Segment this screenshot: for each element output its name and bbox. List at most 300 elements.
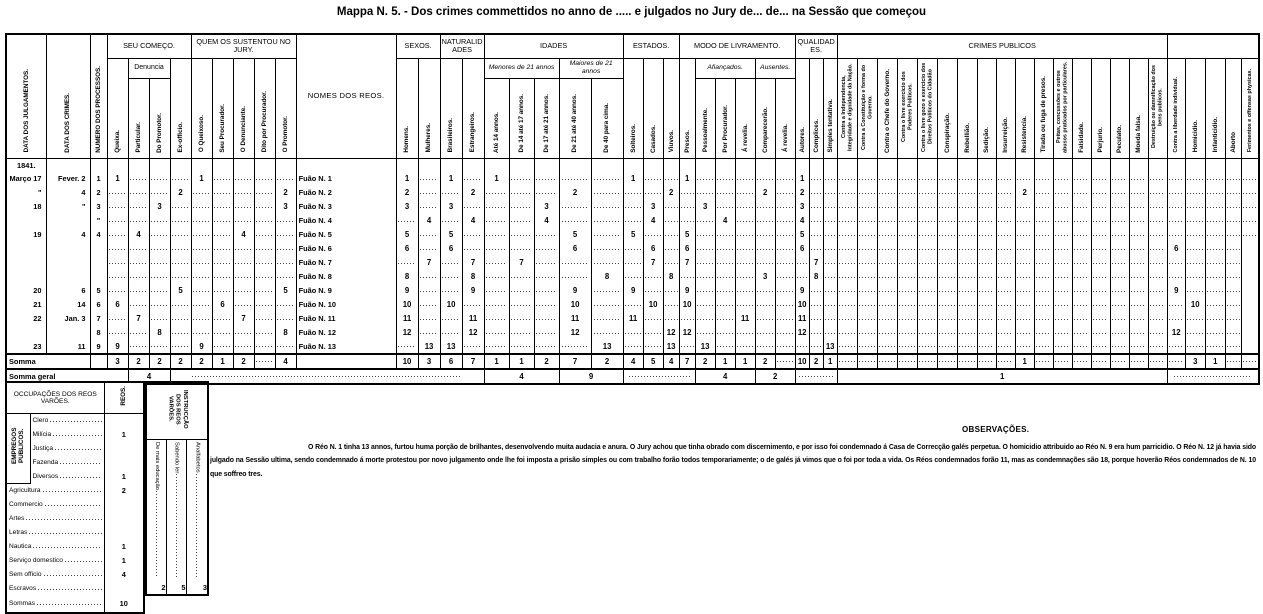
data-cell [623,298,643,312]
data-cell [254,270,275,284]
data-cell [957,186,977,200]
data-cell [897,284,917,298]
reo-row [6,172,1259,186]
crime-date: 4 [46,228,90,242]
data-cell [977,200,996,214]
data-cell [1148,242,1167,256]
data-cell [591,214,623,228]
data-cell: 12 [1167,326,1185,340]
processo-numero: 4 [90,228,107,242]
blank-cell [1129,158,1148,172]
data-cell [1053,242,1072,256]
sheet [5,33,1260,385]
empregos-publicos-label: EMPREGOS PUBLICOS. [6,414,30,484]
occupation-value: 1 [104,470,144,484]
data-cell: 9 [1167,284,1185,298]
data-cell [1110,312,1129,326]
data-cell [996,200,1015,214]
data-cell [591,298,623,312]
data-cell [877,228,897,242]
data-cell [857,200,877,214]
data-cell [996,340,1015,354]
data-cell [996,284,1015,298]
occupation-label: Artes [6,512,104,526]
data-cell [715,284,735,298]
occupations-title: OCCUPAÇÕES DOS REOS VARÕES. [6,382,104,414]
data-cell [128,340,149,354]
crime-date: Fever. 2 [46,172,90,186]
reo-row [6,256,1259,270]
data-cell [233,270,254,284]
header-contra-o-chefe-do-governo: Contra o Chefe do Governo. [877,58,897,158]
data-cell [509,298,534,312]
data-cell [823,270,837,284]
data-cell: 1 [679,172,695,186]
data-cell [897,228,917,242]
data-cell [775,200,795,214]
data-cell [1015,214,1034,228]
data-cell [857,298,877,312]
data-cell [715,312,735,326]
data-cell [462,298,484,312]
data-cell [1015,326,1034,340]
data-cell [775,172,795,186]
data-cell [1015,312,1034,326]
data-cell [937,256,957,270]
crime-date: 6 [46,284,90,298]
data-cell [1148,256,1167,270]
somma-cell [1091,354,1110,369]
data-cell: 3 [149,200,170,214]
data-cell [107,200,128,214]
data-cell [1053,186,1072,200]
data-cell [775,312,795,326]
data-cell [996,298,1015,312]
data-cell [1225,214,1241,228]
bottom-section [5,381,1258,608]
somma-cell: 2 [191,354,212,369]
data-cell [1072,284,1091,298]
data-cell [440,284,462,298]
blank-cell [1110,158,1129,172]
reo-name: Fuão N. 1 [296,172,396,186]
data-cell: 8 [591,270,623,284]
data-cell: 2 [462,186,484,200]
blank-cell [275,158,296,172]
blank-cell [90,158,107,172]
data-cell [715,200,735,214]
data-cell [1053,172,1072,186]
data-cell: 12 [795,326,809,340]
data-cell [149,284,170,298]
blank-cell [996,158,1015,172]
data-cell: 8 [275,326,296,340]
data-cell [755,312,775,326]
data-cell [977,298,996,312]
data-cell [149,172,170,186]
occupations-table [5,381,145,614]
blank-cell [809,158,823,172]
data-cell [1015,172,1034,186]
data-cell: 4 [795,214,809,228]
header-resistencia: Resistencia. [1015,58,1034,158]
data-cell [1091,256,1110,270]
data-cell [191,228,212,242]
data-cell [643,186,663,200]
reo-name: Fuão N. 6 [296,242,396,256]
data-cell [877,242,897,256]
data-cell [275,340,296,354]
data-cell [1148,312,1167,326]
somma-cell [775,354,795,369]
data-cell [462,228,484,242]
header-seu-comeco: SEU COMEÇO. [107,34,191,58]
occupation-value [104,582,144,596]
data-cell [775,284,795,298]
data-cell [1129,312,1148,326]
data-cell [1185,256,1205,270]
blank-cell [837,158,857,172]
data-cell [775,214,795,228]
data-cell [1225,228,1241,242]
somma-cell: 10 [396,354,418,369]
data-cell [128,172,149,186]
header-por-procurador: Por Procurador. [715,78,735,158]
somma-cell [1072,354,1091,369]
data-cell: 5 [623,228,643,242]
somma-cell: 1 [212,354,233,369]
data-cell [715,172,735,186]
data-cell [1034,298,1053,312]
blank-cell [977,158,996,172]
data-cell: 5 [170,284,191,298]
data-cell [149,214,170,228]
data-cell [837,326,857,340]
somma-cell: 6 [440,354,462,369]
somma-cell: 4 [623,354,643,369]
data-cell [1072,340,1091,354]
data-cell [1225,256,1241,270]
data-cell [1241,228,1259,242]
data-cell [233,326,254,340]
header-numero-dos-processos: NUMERO DOS PROCESSOS. [90,34,107,158]
blank-cell [857,158,877,172]
blank-cell [484,158,509,172]
header-maiores-de-21-annos: Maiores de 21 annos [559,58,623,78]
data-cell: 13 [440,340,462,354]
data-cell: 5 [559,228,591,242]
data-cell [275,270,296,284]
data-cell [679,186,695,200]
data-cell [937,242,957,256]
header-dito-por-procurador: Dito por Procurador. [254,58,275,158]
data-cell: 3 [396,200,418,214]
occ-row [6,498,144,512]
data-cell: 8 [396,270,418,284]
reo-row [6,340,1259,354]
data-cell [1205,172,1225,186]
data-cell [1167,186,1185,200]
data-cell [1110,270,1129,284]
data-cell [823,284,837,298]
data-cell [917,200,937,214]
data-cell [996,172,1015,186]
data-cell: 5 [275,284,296,298]
data-cell [837,200,857,214]
blank-cell [296,158,396,172]
data-cell [1205,200,1225,214]
data-cell [715,242,735,256]
observations [210,381,1258,599]
data-cell [212,340,233,354]
data-cell [775,270,795,284]
somma-cell: 2 [809,354,823,369]
data-cell [1072,312,1091,326]
data-cell [1185,200,1205,214]
data-cell [509,326,534,340]
data-cell [823,326,837,340]
header-blank [1167,34,1259,58]
data-cell [643,228,663,242]
data-cell [509,312,534,326]
data-cell [1148,270,1167,284]
data-cell [591,284,623,298]
reo-row [6,298,1259,312]
data-cell: 3 [275,200,296,214]
data-cell [591,228,623,242]
data-cell [957,214,977,228]
data-cell [1225,172,1241,186]
data-cell [212,256,233,270]
data-cell [254,200,275,214]
data-cell [484,270,509,284]
data-cell: 7 [233,312,254,326]
data-cell [877,200,897,214]
data-cell [823,228,837,242]
data-cell [1241,172,1259,186]
data-cell [462,242,484,256]
data-cell [735,340,755,354]
data-cell [735,298,755,312]
header-insurreicao: Insurreição. [996,58,1015,158]
data-cell [484,186,509,200]
data-cell: 10 [795,298,809,312]
data-cell [149,256,170,270]
data-cell [1053,228,1072,242]
data-cell [957,200,977,214]
data-cell [107,242,128,256]
data-cell [1091,340,1110,354]
data-cell [715,326,735,340]
data-cell [695,284,715,298]
data-cell [591,186,623,200]
data-cell [1110,186,1129,200]
data-cell [534,172,559,186]
header-solteiros: Solteiros. [623,58,643,158]
data-cell: 1 [484,172,509,186]
julgamento-date: 22 [6,312,46,326]
data-cell [917,256,937,270]
occ-group-row [6,414,144,428]
data-cell [233,186,254,200]
data-cell [1148,228,1167,242]
data-cell [254,228,275,242]
data-cell: 11 [735,312,755,326]
crime-date [46,214,90,228]
data-cell: 3 [643,200,663,214]
data-cell [917,186,937,200]
data-cell [755,298,775,312]
data-cell [735,228,755,242]
data-cell [1167,312,1185,326]
data-cell [418,200,440,214]
data-cell [128,186,149,200]
data-cell [275,172,296,186]
data-cell [484,284,509,298]
data-cell [996,256,1015,270]
data-cell [996,242,1015,256]
data-cell [418,172,440,186]
reo-row [6,270,1259,284]
occupation-label: Sem officio [6,568,104,582]
data-cell [977,312,996,326]
data-cell [1053,214,1072,228]
header-sexos: SEXOS. [396,34,440,58]
data-cell [170,340,191,354]
reo-row [6,284,1259,298]
data-cell [857,186,877,200]
data-cell [212,312,233,326]
data-cell [1053,270,1072,284]
reo-row [6,242,1259,256]
data-cell [795,256,809,270]
data-cell [695,186,715,200]
data-cell: 4 [128,228,149,242]
data-cell [695,172,715,186]
data-cell [149,340,170,354]
data-cell [937,326,957,340]
occupation-label: Diversos [30,470,104,484]
data-cell [755,256,775,270]
reo-name: Fuão N. 3 [296,200,396,214]
data-cell [591,326,623,340]
somma-cell [996,354,1015,369]
data-cell [107,284,128,298]
data-cell [534,256,559,270]
data-cell [679,270,695,284]
data-cell [897,312,917,326]
data-cell [233,340,254,354]
data-cell [1205,242,1225,256]
data-cell [809,284,823,298]
data-cell [996,270,1015,284]
data-cell [623,186,643,200]
header-casados: Casados. [643,58,663,158]
data-cell [440,214,462,228]
header-infanticidio: Infanticidio. [1205,58,1225,158]
data-cell [1129,228,1148,242]
data-cell [857,242,877,256]
processo-numero: 1 [90,172,107,186]
blank-cell [643,158,663,172]
header-complices: Complices. [809,58,823,158]
data-cell [1167,200,1185,214]
data-cell [233,298,254,312]
somma-cell: 1 [1205,354,1225,369]
blank-cell [509,158,534,172]
data-cell [857,340,877,354]
occupation-label: Serviço domestico [6,554,104,568]
processo-numero: 6 [90,298,107,312]
data-cell [857,284,877,298]
header-contra-a-constituicao-e-forma-do-governo: Contra a Constituição e forma do Governo. [857,58,877,158]
data-cell [623,200,643,214]
data-cell [484,242,509,256]
data-cell [775,256,795,270]
data-cell [877,312,897,326]
data-cell [212,200,233,214]
data-cell [735,326,755,340]
data-cell [957,172,977,186]
data-cell: 13 [695,340,715,354]
data-cell [823,186,837,200]
data-cell [977,172,996,186]
data-cell [233,214,254,228]
data-cell [1091,200,1110,214]
blank-cell [128,158,149,172]
data-cell [1225,200,1241,214]
data-cell [1015,284,1034,298]
data-cell [917,284,937,298]
data-cell: 6 [212,298,233,312]
crime-date: Jan. 3 [46,312,90,326]
data-cell: 12 [663,326,679,340]
occupation-label: Clero [30,414,104,428]
data-cell [996,228,1015,242]
data-cell: 12 [396,326,418,340]
reo-name: Fuão N. 9 [296,284,396,298]
header-afiancados: Afiançados. [695,58,755,78]
data-cell [1072,200,1091,214]
data-cell [679,200,695,214]
occupation-value: 2 [104,484,144,498]
blank-cell [897,158,917,172]
data-cell [957,270,977,284]
header-particular: Particular. [128,78,149,158]
data-cell [755,284,775,298]
data-cell [1034,340,1053,354]
data-cell [857,270,877,284]
blank-cell [1241,158,1259,172]
blank-cell [695,158,715,172]
data-cell [755,228,775,242]
somma-cell [957,354,977,369]
occupation-value [104,414,144,428]
data-cell [809,326,823,340]
data-cell [128,214,149,228]
data-cell [1053,312,1072,326]
data-cell [1072,172,1091,186]
year-row [6,158,1259,172]
data-cell: 4 [233,228,254,242]
reo-row [6,200,1259,214]
occ-body [6,414,144,613]
data-cell [1034,242,1053,256]
data-cell [1148,172,1167,186]
data-cell [1091,214,1110,228]
data-cell [1225,340,1241,354]
data-cell [149,242,170,256]
